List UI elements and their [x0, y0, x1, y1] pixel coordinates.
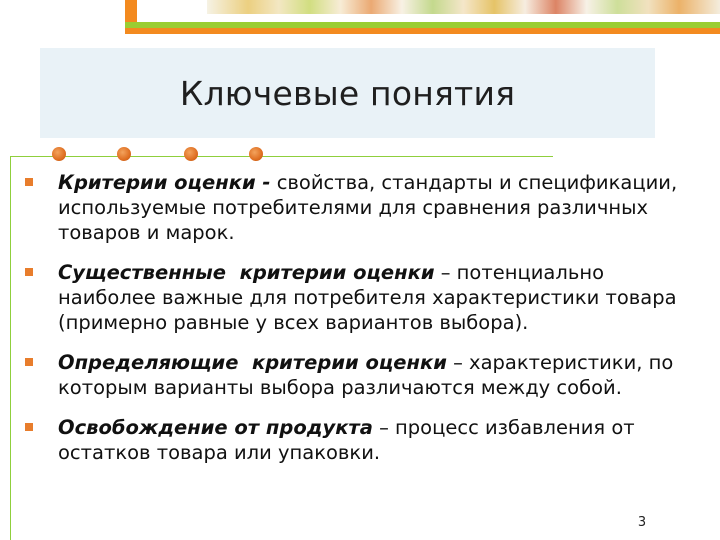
banner-image — [207, 0, 720, 14]
item-text: свойства, стандарты и спецификации, используемые потребителями для сравнения различных товаров и марок. — [58, 171, 678, 244]
top-decorative-banner — [125, 0, 720, 34]
divider-dot-1 — [52, 147, 66, 161]
item-text: – потенциально наиболее важные для потребителя характеристики товара (примерно равные у всех вариантов выбора). — [58, 261, 677, 334]
list-item — [25, 350, 690, 400]
banner-green-stripe — [125, 22, 720, 28]
item-term: Существенные критерии оценки — [58, 261, 435, 284]
page-number: 3 — [637, 515, 647, 530]
list-item — [25, 260, 690, 335]
list-item — [25, 415, 690, 465]
banner-inner — [137, 0, 720, 22]
vertical-divider — [10, 156, 11, 540]
slide-title: Ключевые понятия — [179, 73, 516, 113]
item-term: Определяющие критерии оценки — [58, 351, 447, 374]
bullet-square-icon — [25, 358, 33, 366]
horizontal-divider — [10, 156, 553, 157]
divider-dot-2 — [117, 147, 131, 161]
divider-dot-4 — [249, 147, 263, 161]
item-text: – характеристики, по которым варианты выбора различаются между собой. — [58, 351, 674, 399]
item-term: Критерии оценки - — [58, 171, 271, 194]
bullet-square-icon — [25, 268, 33, 276]
bullet-square-icon — [25, 423, 33, 431]
list-item — [25, 170, 690, 245]
item-text: – процесс избавления от остатков товара или упаковки. — [58, 416, 635, 464]
bullet-square-icon — [25, 178, 33, 186]
bullet-list — [25, 170, 690, 480]
divider-dot-3 — [184, 147, 198, 161]
item-term: Освобождение от продукта — [58, 416, 373, 439]
